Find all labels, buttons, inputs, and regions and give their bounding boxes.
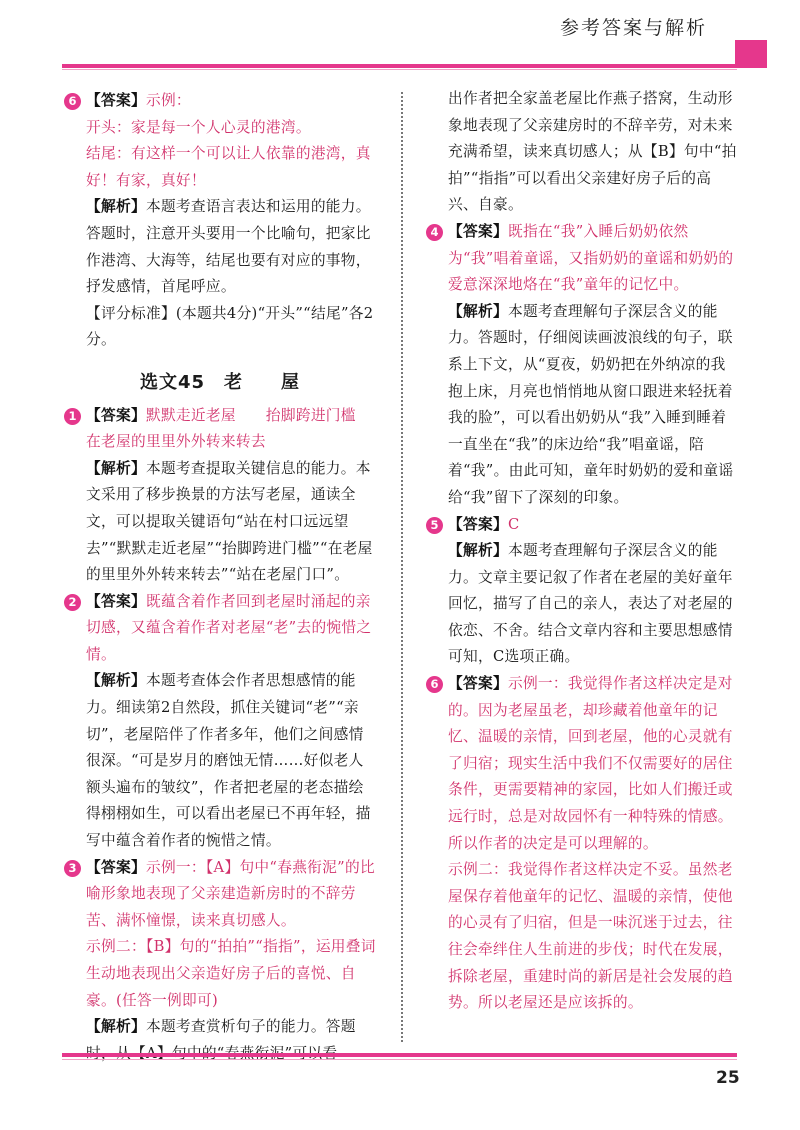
answer-example-1: 示例一：我觉得作者这样决定是对的。因为老屋虽老，却珍藏着他童年的记忆、温暖的亲情，回到老屋，他的心灵就有了归宿；现实生活中我们不仅需要好的居住条件，更需要精神的家园，比如人们搬迁或远行时，总是对故园怀有一种特殊的情感。所以作者的决定是可以理解的。	[448, 675, 733, 852]
answer-block-q3	[64, 855, 376, 1068]
column-divider	[401, 92, 403, 1042]
analysis-text: 出作者把全家盖老屋比作燕子搭窝，生动形象地表现了父亲建房时的不辞辛劳，对未来充满希望，读来真切感人；从【B】句中“拍拍”“指指”可以看出父亲建好房子后的高兴、自豪。	[448, 90, 737, 214]
analysis-tag: 【解析】	[86, 459, 146, 477]
question-number-badge: 3	[64, 860, 81, 877]
footer-rule	[62, 1053, 737, 1057]
answer-example-2: 示例二：我觉得作者这样决定不妥。虽然老屋保存着他童年的记忆、温暖的亲情，使他的心灵有了归宿，但是一味沉迷于过去，往往会牵绊住人生前进的步伐；时代在发展，拆除老屋，重建时尚的新居是社会发展的趋势。所以老屋还是应该拆的。	[448, 861, 733, 1012]
answer-text: C	[507, 515, 520, 533]
answer-tag: 【答案】	[86, 406, 146, 424]
analysis-text: 本题考查理解句子深层含义的能力。答题时，仔细阅读画波浪线的句子，联系上下文，从“夏夜，奶奶把在外纳凉的我抱上床，月亮也悄悄地从窗口跟进来轻抚着我的脸”，可以看出奶奶从“我”入睡到睡着一直坐在“我”的床边给“我”唱童谣，陪着“我”。由此可知，童年时奶奶的爱和童谣给“我”留下了深刻的印象。	[448, 302, 734, 506]
question-number-badge: 1	[64, 408, 81, 425]
analysis-text: 本题考查体会作者思想感情的能力。细读第2自然段，抓住关键词“老”“亲切”，老屋陪伴了作者多年，他们之间感情很深。“可是岁月的磨蚀无情……好似老人额头遍布的皱纹”，作者把老屋的老态描绘得栩栩如生，可以看出老屋已不再年轻，描写中蕴含着作者的惋惜之情。	[86, 672, 371, 850]
answer-tag: 【答案】	[448, 515, 508, 533]
answer-text: 默默走近老屋 抬脚跨进门槛 在老屋的里里外外转来转去	[86, 406, 386, 451]
answer-block-q2	[64, 589, 376, 855]
answer-block-q1	[64, 403, 386, 589]
answer-ending: 结尾：有这样一个可以让人依靠的港湾，真好！有家，真好！	[86, 145, 371, 189]
header-title: 参考答案与解析	[560, 16, 708, 39]
analysis-tag: 【解析】	[86, 672, 146, 690]
section-title: 选文45 老 屋	[139, 371, 301, 393]
answer-lead-2: 示例二：	[86, 938, 146, 956]
answer-lead: 示例：	[145, 92, 191, 109]
header-rule	[62, 64, 737, 68]
right-column	[426, 86, 738, 1017]
analysis-text: 本题考查提取关键信息的能力。本文采用了移步换景的方法写老屋，通读全文，可以提取关键语句“站在村口远远望去”“默默走近老屋”“抬脚跨进门槛”“在老屋的里里外外转来转去”“站在老屋门口”。	[86, 459, 373, 584]
answer-block-q6	[426, 671, 738, 1017]
answer-tag: 【答案】	[86, 592, 146, 610]
question-number-badge: 5	[426, 517, 443, 534]
answer-text: 既指在“我”入睡后奶奶依然为“我”唱着童谣，又指奶奶的童谣和奶奶的爱意深深地烙在“我”童年的记忆中。	[448, 222, 734, 294]
analysis-tag: 【解析】	[86, 198, 146, 216]
page-number: 25	[716, 1068, 740, 1088]
answer-block-q4	[426, 219, 738, 512]
header-rule-thin	[62, 69, 737, 70]
answer-example-2: 【B】句的“拍拍”“指指”，运用叠词生动地表现出父亲造好房子后的喜悦、自豪。	[86, 938, 376, 1009]
score-criteria: 【评分标准】(本题共4分)“开头”“结尾”各2分。	[86, 304, 374, 349]
answer-tag: 【答案】	[86, 858, 146, 876]
question-number-badge: 2	[64, 594, 81, 611]
analysis-text: 本题考查语言表达和运用的能力。答题时，注意开头要用一个比喻句，把家比作港湾、大海等，结尾也要有对应的事物，抒发感情，首尾呼应。	[86, 198, 371, 296]
analysis-continuation	[426, 86, 738, 219]
question-number-badge: 4	[426, 224, 443, 241]
answer-block-q6-prev	[64, 88, 376, 354]
answer-tag: 【答案】	[86, 92, 146, 109]
left-column	[64, 88, 386, 1067]
analysis-tag: 【解析】	[86, 1018, 146, 1036]
analysis-tag: 【解析】	[448, 542, 508, 560]
answer-text: 既蕴含着作者回到老屋时涌起的亲切感，又蕴含着作者对老屋“老”去的惋惜之情。	[86, 592, 372, 663]
header-color-tab	[735, 40, 767, 68]
answer-note: (任答一例即可)	[115, 991, 218, 1009]
answer-opening: 开头：家是每一个人心灵的港湾。	[86, 118, 311, 136]
answer-block-q5	[426, 512, 738, 672]
answer-tag: 【答案】	[448, 222, 508, 240]
footer-rule-thin	[62, 1059, 737, 1060]
analysis-tag: 【解析】	[448, 302, 508, 320]
question-number-badge: 6	[64, 93, 81, 110]
analysis-text: 本题考查赏析句子的能力。答题	[145, 1018, 356, 1036]
question-number-badge: 6	[426, 676, 443, 693]
answer-example-1: 【A】句中“春燕衔泥”的比喻形象地表现了父亲建造新房时的不辞劳苦、满怀憧憬，读来真切感人。	[86, 858, 375, 929]
answer-tag: 【答案】	[448, 675, 508, 693]
answer-lead: 示例一：	[145, 858, 206, 876]
analysis-text: 本题考查理解句子深层含义的能力。文章主要记叙了作者在老屋的美好童年回忆，描写了自己的亲人，表达了对老屋的依恋、不舍。结合文章内容和主要思想感情可知，C选项正确。	[448, 542, 733, 666]
